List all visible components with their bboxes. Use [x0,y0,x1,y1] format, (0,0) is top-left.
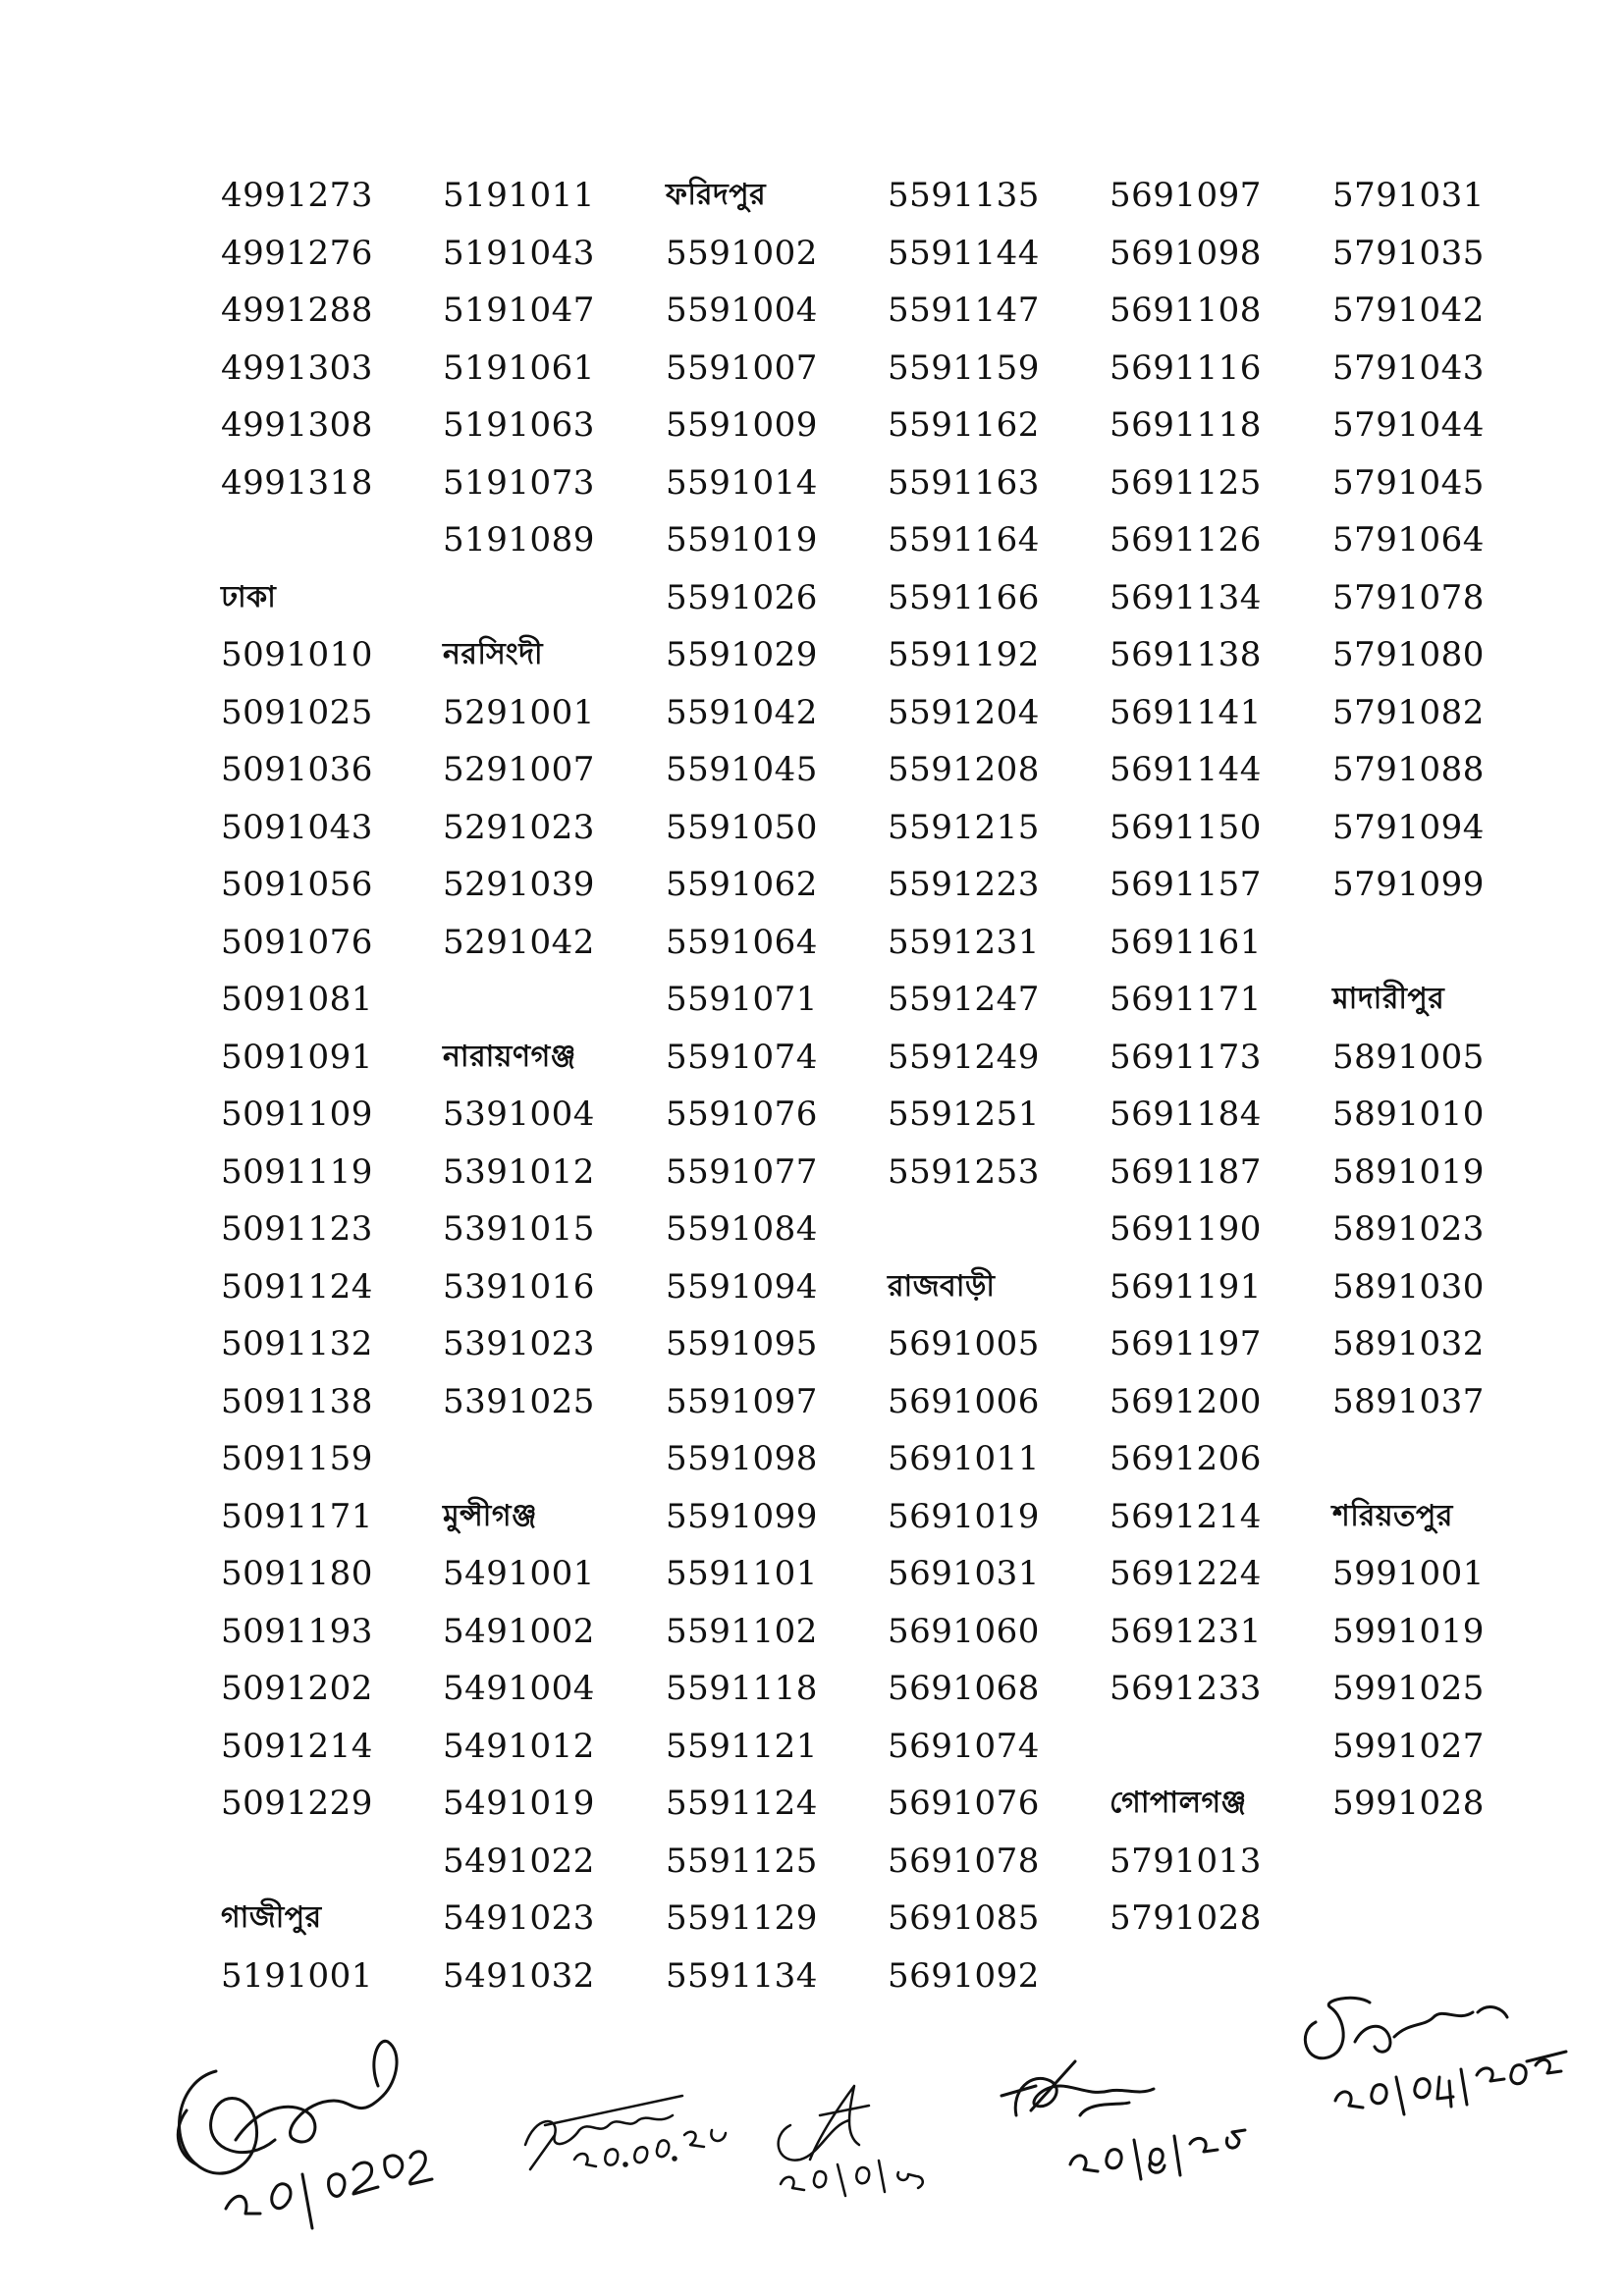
roll-number: 5691126 [1110,520,1262,560]
roll-number: 5791082 [1332,692,1485,732]
roll-number: 5591101 [666,1554,818,1593]
handwritten-signature-5 [1276,1983,1571,2130]
roll-number: 5491002 [443,1611,595,1651]
roll-number: 5591014 [666,462,818,503]
spacer [1332,1430,1529,1488]
roll-number: 5591002 [666,233,818,273]
roll-number: 5691190 [1110,1209,1262,1249]
roll-number: 5791044 [1332,405,1485,445]
roll-number: 5491019 [443,1784,595,1823]
roll-number: 5991027 [1332,1726,1485,1766]
roll-number: 5691031 [888,1554,1040,1593]
roll-number: 5691125 [1110,462,1262,503]
roll-number: 5691206 [1110,1439,1262,1478]
roll-number: 5691231 [1110,1611,1262,1651]
roll-number: 5591125 [666,1841,818,1881]
roll-number: 5491012 [443,1726,595,1766]
roll-number: 5591099 [666,1496,818,1536]
signature-area [0,1983,1624,2258]
roll-number: 5591029 [666,635,818,674]
roll-number: 5891023 [1332,1209,1485,1249]
roll-number: 5091202 [221,1669,373,1708]
roll-number: 5091132 [221,1324,373,1363]
district-heading: গাজীপুর [221,1900,322,1935]
column-1 [221,167,417,2004]
roll-number: 5591076 [666,1095,818,1134]
roll-number: 5591166 [888,577,1040,617]
roll-number: 5091124 [221,1266,373,1307]
roll-number: 5591050 [666,807,818,847]
roll-number: 5591215 [888,807,1040,847]
roll-number: 5591162 [888,405,1040,445]
roll-number: 5091138 [221,1381,373,1421]
roll-number: 5691005 [888,1324,1040,1363]
spacer [221,511,417,569]
roll-number: 5691097 [1110,176,1262,215]
roll-number: 5891030 [1332,1266,1485,1307]
roll-number: 5091036 [221,750,373,789]
roll-number: 5691074 [888,1726,1040,1766]
roll-number: 5591147 [888,291,1040,330]
roll-number: 5691150 [1110,807,1262,847]
roll-number: 4991318 [221,462,373,503]
roll-number: 5691233 [1110,1669,1262,1708]
roll-number: 5491023 [443,1898,595,1938]
roll-number: 5591064 [666,922,818,962]
roll-number: 5591097 [666,1381,818,1421]
roll-number: 5991028 [1332,1784,1485,1823]
roll-number: 5591164 [888,520,1040,560]
handwritten-signature-3 [761,2066,977,2204]
roll-number: 5391015 [443,1209,595,1249]
roll-number: 5091081 [221,980,373,1019]
roll-number: 5691078 [888,1841,1040,1881]
district-heading: গোপালগঞ্জ [1110,1786,1247,1820]
roll-number: 5091076 [221,922,373,962]
roll-number: 5091214 [221,1726,373,1766]
roll-number: 5891010 [1332,1095,1485,1134]
roll-number: 5891019 [1332,1151,1485,1192]
roll-number: 5591134 [666,1955,818,1996]
roll-number: 5591019 [666,520,818,560]
roll-number: 5591204 [888,692,1040,732]
spacer [1110,1718,1306,1776]
roll-number: 5091010 [221,635,373,674]
roll-number: 5491032 [443,1955,595,1996]
roll-number: 5691085 [888,1898,1040,1938]
spacer [1332,914,1529,972]
roll-number: 5691060 [888,1611,1040,1651]
roll-number: 5391023 [443,1324,595,1363]
roll-number: 5591129 [666,1898,818,1938]
roll-number: 5591249 [888,1037,1040,1077]
column-4 [888,167,1084,2004]
roll-number: 5691173 [1110,1037,1262,1077]
signature-2 [515,2076,751,2208]
roll-number: 5791099 [1332,865,1485,904]
roll-number: 5591042 [666,692,818,732]
roll-number: 5591253 [888,1151,1040,1192]
roll-number: 5591159 [888,347,1040,388]
roll-number: 5691187 [1110,1151,1262,1192]
district-heading: নরসিংদী [443,637,544,671]
roll-number: 5591094 [666,1266,818,1307]
roll-number: 5691092 [888,1955,1040,1996]
roll-number: 5691197 [1110,1324,1262,1363]
roll-number: 5591251 [888,1095,1040,1134]
roll-number: 5791031 [1332,176,1485,215]
roll-number: 5691138 [1110,635,1262,674]
roll-number: 5691184 [1110,1095,1262,1134]
roll-number: 5691224 [1110,1554,1262,1593]
roll-number: 5891032 [1332,1324,1485,1363]
handwritten-signature-2 [515,2076,751,2204]
roll-number: 5591223 [888,865,1040,904]
district-heading: নারায়ণগঞ্জ [443,1039,576,1074]
roll-number: 5791088 [1332,750,1485,789]
roll-number: 5791028 [1110,1898,1262,1938]
roll-number: 5591247 [888,980,1040,1019]
roll-number: 5691141 [1110,692,1262,732]
roll-number: 5791094 [1332,807,1485,847]
roll-number: 5591045 [666,750,818,789]
roll-number: 5591144 [888,233,1040,273]
roll-number: 4991273 [221,176,373,215]
roll-number: 5591124 [666,1784,818,1823]
roll-number: 5591007 [666,347,818,388]
spacer [888,1201,1084,1258]
roll-number: 5691076 [888,1784,1040,1823]
roll-number: 5591071 [666,980,818,1019]
roll-number: 5791035 [1332,233,1485,273]
roll-number: 5691116 [1110,347,1262,388]
roll-number: 5591208 [888,750,1040,789]
roll-number: 5691200 [1110,1381,1262,1421]
district-heading: ঢাকা [221,579,277,614]
roll-number: 5591118 [666,1669,818,1708]
roll-number: 5691108 [1110,291,1262,330]
roll-number: 5591098 [666,1439,818,1478]
roll-number: 5591192 [888,635,1040,674]
roll-number: 5591135 [888,176,1040,215]
roll-number: 5191001 [221,1955,373,1996]
roll-number: 5191073 [443,462,595,503]
roll-number: 5791045 [1332,462,1485,503]
roll-number: 5391016 [443,1266,595,1307]
roll-number: 5791080 [1332,635,1485,674]
roll-number: 5291001 [443,692,595,732]
roll-number: 5191061 [443,347,595,388]
roll-number: 5291007 [443,750,595,789]
roll-number: 5791064 [1332,520,1485,560]
roll-number: 5591026 [666,577,818,617]
roll-number: 5391012 [443,1151,595,1192]
roll-number: 5991019 [1332,1611,1485,1651]
roll-number: 5691157 [1110,865,1262,904]
spacer [443,569,639,627]
roll-number: 4991288 [221,291,373,330]
roll-number: 5591084 [666,1209,818,1249]
roll-number: 5791078 [1332,577,1485,617]
roll-number: 5091123 [221,1209,373,1249]
roll-number: 5091180 [221,1554,373,1593]
signature-4 [982,2042,1247,2203]
roll-number: 5091171 [221,1496,373,1536]
roll-number: 5291039 [443,865,595,904]
district-heading: মাদারীপুর [1332,982,1445,1016]
roll-number: 5591095 [666,1324,818,1363]
roll-number: 5091193 [221,1611,373,1651]
column-5 [1110,167,1306,1948]
roll-number: 5591009 [666,405,818,445]
roll-number: 5591077 [666,1151,818,1192]
roll-number: 5391025 [443,1381,595,1421]
roll-number: 5691098 [1110,233,1262,273]
roll-number: 5691118 [1110,405,1262,445]
roll-number: 5591102 [666,1611,818,1651]
roll-number: 5691144 [1110,750,1262,789]
spacer [443,971,639,1029]
roll-number: 5091056 [221,865,373,904]
column-3 [666,167,862,2004]
roll-number: 5291023 [443,807,595,847]
roll-number: 5491001 [443,1554,595,1593]
roll-number: 5691006 [888,1381,1040,1421]
roll-number: 5691191 [1110,1266,1262,1307]
roll-number: 5491004 [443,1669,595,1708]
roll-number: 5191089 [443,520,595,560]
roll-number: 5791043 [1332,347,1485,388]
roll-number: 5591121 [666,1726,818,1766]
roll-number: 5791042 [1332,291,1485,330]
roll-number: 5591062 [666,865,818,904]
signature-5 [1276,1983,1571,2134]
district-heading: মুন্সীগঞ্জ [443,1498,538,1533]
district-heading: ফরিদপুর [666,178,767,212]
district-heading: রাজবাড়ী [888,1268,996,1304]
roll-number: 5191063 [443,405,595,445]
roll-number: 5091119 [221,1151,373,1192]
roll-number: 4991303 [221,347,373,388]
roll-number: 5491022 [443,1841,595,1881]
roll-number: 5691134 [1110,577,1262,617]
spacer [221,1833,417,1891]
signature-1 [157,1993,442,2232]
roll-number: 5991001 [1332,1554,1485,1593]
roll-number: 5591163 [888,462,1040,503]
roll-number: 4991308 [221,405,373,445]
roll-number: 5591004 [666,291,818,330]
column-6 [1332,167,1529,1833]
roll-number: 5091025 [221,692,373,732]
roll-number: 5691161 [1110,922,1262,962]
roll-number: 5691068 [888,1669,1040,1708]
roll-number: 5791013 [1110,1841,1262,1881]
handwritten-signature-4 [982,2042,1247,2199]
roll-number: 5391004 [443,1095,595,1134]
roll-number: 5691214 [1110,1496,1262,1536]
roll-number: 5091109 [221,1095,373,1134]
roll-number: 5591074 [666,1037,818,1077]
roll-number: 5591231 [888,922,1040,962]
roll-number: 5191043 [443,233,595,273]
roll-number: 5191011 [443,176,595,215]
column-2 [443,167,639,2004]
roll-number: 5691019 [888,1496,1040,1536]
roll-number: 5891037 [1332,1381,1485,1421]
roll-number: 5091091 [221,1037,373,1077]
roll-number: 5091229 [221,1784,373,1823]
handwritten-signature-1 [157,1993,442,2228]
roll-number: 4991276 [221,233,373,273]
roll-number: 5291042 [443,922,595,962]
signature-3 [761,2066,977,2208]
roll-number: 5191047 [443,291,595,330]
spacer [443,1430,639,1488]
roll-number: 5991025 [1332,1669,1485,1708]
roll-number: 5691011 [888,1439,1040,1478]
roll-number: 5691171 [1110,980,1262,1019]
roll-number: 5091043 [221,807,373,847]
roll-number: 5091159 [221,1439,373,1478]
district-heading: শরিয়তপুর [1332,1498,1453,1533]
roll-number: 5891005 [1332,1037,1485,1077]
